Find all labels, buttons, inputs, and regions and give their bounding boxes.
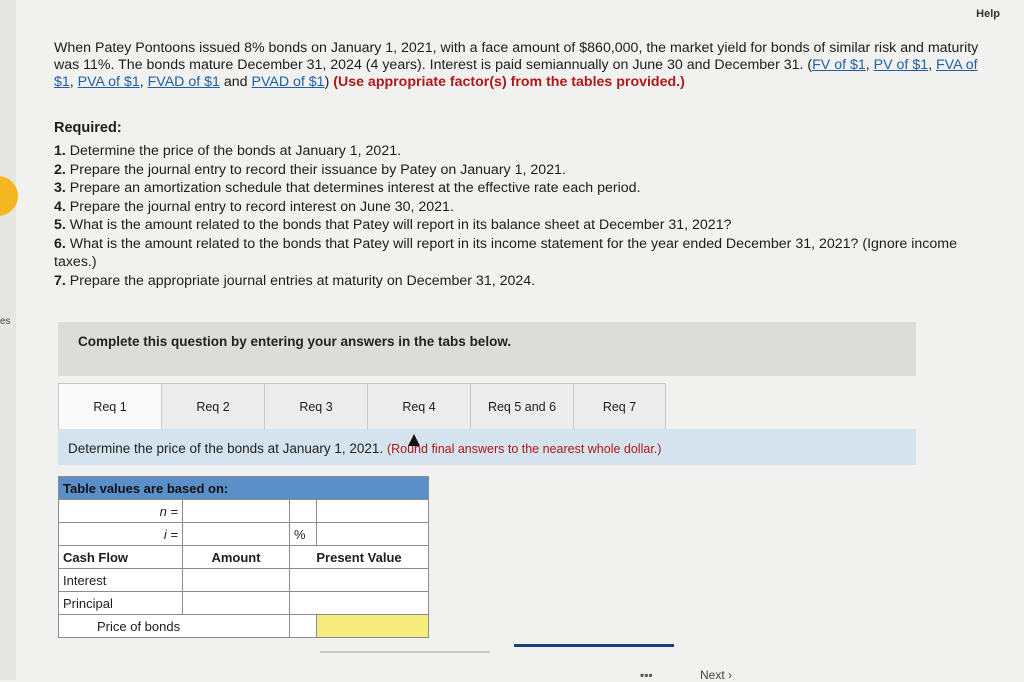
i-input[interactable] xyxy=(183,523,289,545)
link-pvad[interactable]: PVAD of $1 xyxy=(251,74,325,90)
instruction-bar xyxy=(58,429,916,465)
complete-question-bar xyxy=(58,322,916,376)
tab-req-4[interactable]: Req 4 xyxy=(367,383,471,430)
price-of-bonds-input[interactable] xyxy=(317,615,428,637)
required-list xyxy=(54,142,994,290)
link-fv[interactable]: FV of $1 xyxy=(812,57,866,73)
required-item: 7. Prepare the appropriate journal entries at maturity on December 31, 2024. xyxy=(54,272,536,289)
row-principal-label: Principal xyxy=(59,592,183,615)
tab-req-2[interactable]: Req 2 xyxy=(161,383,265,430)
required-item: 5. What is the amount related to the bonds that Patey will report in its balance sheet at December 31, 2021? xyxy=(54,217,732,233)
row-price-label: Price of bonds xyxy=(59,615,290,638)
required-item: 2. Prepare the journal entry to record their issuance by Patey on January 1, 2021. xyxy=(54,161,566,178)
required-title: Required: xyxy=(54,120,122,136)
principal-amount-input[interactable] xyxy=(183,592,289,614)
link-pv[interactable]: PV of $1 xyxy=(873,57,929,73)
problem-text: When Patey Pontoons issued 8% bonds on January 1, 2021, with a face amount of $860,000, the market yield for bonds of similar risk and maturity was 11%. The bonds mature December 31, 2024 (4 years). Interest is paid semiannually on June 30 and December 31. xyxy=(54,40,979,73)
problem-instruction: (Use appropriate factor(s) from the tables provided.) xyxy=(333,74,685,90)
n-label: n = xyxy=(59,500,183,523)
problem-statement: When Patey Pontoons issued 8% bonds on January 1, 2021, with a face amount of $860,000, the market yield for bonds of similar risk and maturity was 11%. The bonds mature December 31, 2024 (4 years). Interest is paid semiannually on June 30 and December 31. (FV of $1, PV of $1, FVA of $1, PVA of $1, FVAD of $1 and PVAD of $1) (Use appropriate factor(s) from the tables provided.) xyxy=(54,40,979,90)
tab-req-1[interactable]: Req 1 xyxy=(58,383,162,430)
left-edge-panel xyxy=(0,0,16,680)
interest-amount-input[interactable] xyxy=(183,569,289,591)
col-cash-flow: Cash Flow xyxy=(59,546,183,569)
mouse-cursor-icon xyxy=(408,434,420,446)
row-interest-label: Interest xyxy=(59,569,183,592)
chevron-right-icon: › xyxy=(728,668,733,682)
instruction-text: Determine the price of the bonds at January 1, 2021. (Round final answers to the nearest whole dollar.) xyxy=(68,441,662,456)
requirement-tabs xyxy=(58,383,665,430)
help-link[interactable]: Help xyxy=(976,8,1000,20)
progress-line xyxy=(514,644,674,647)
link-fva[interactable]: FVA of $1 xyxy=(54,57,978,90)
required-item: 3. Prepare an amortization schedule that determines interest at the effective rate each period. xyxy=(54,180,641,196)
percent-label: % xyxy=(290,523,317,546)
grid-icon[interactable]: ▪▪▪ xyxy=(640,668,653,682)
present-value-table xyxy=(58,476,429,638)
required-item: 6. What is the amount related to the bonds that Patey will report in its income statement for the year ended December 31, 2021? (Ignore income taxes.) xyxy=(54,235,958,270)
col-present-value: Present Value xyxy=(290,546,429,569)
instruction-note: (Round final answers to the nearest whole dollar.) xyxy=(386,442,662,456)
complete-question-text: Complete this question by entering your answers in the tabs below. xyxy=(78,334,512,349)
interest-pv-input[interactable] xyxy=(290,569,428,591)
table-header: Table values are based on: xyxy=(59,477,429,500)
required-item: 4. Prepare the journal entry to record interest on June 30, 2021. xyxy=(54,198,454,215)
tab-req-5-and-6[interactable]: Req 5 and 6 xyxy=(470,383,574,430)
next-button[interactable]: Next › xyxy=(700,668,733,682)
n-input[interactable] xyxy=(183,500,289,522)
col-amount: Amount xyxy=(183,546,290,569)
tab-req-3[interactable]: Req 3 xyxy=(264,383,368,430)
required-item: 1. Determine the price of the bonds at January 1, 2021. xyxy=(54,143,402,159)
divider xyxy=(320,651,490,653)
and-text: and xyxy=(223,74,248,90)
left-edge-label: es xyxy=(0,316,11,327)
link-pva[interactable]: PVA of $1 xyxy=(77,74,140,90)
tab-req-7[interactable]: Req 7 xyxy=(573,383,666,430)
principal-pv-input[interactable] xyxy=(290,592,428,614)
link-fvad[interactable]: FVAD of $1 xyxy=(147,74,220,90)
i-label: i = xyxy=(59,523,183,546)
